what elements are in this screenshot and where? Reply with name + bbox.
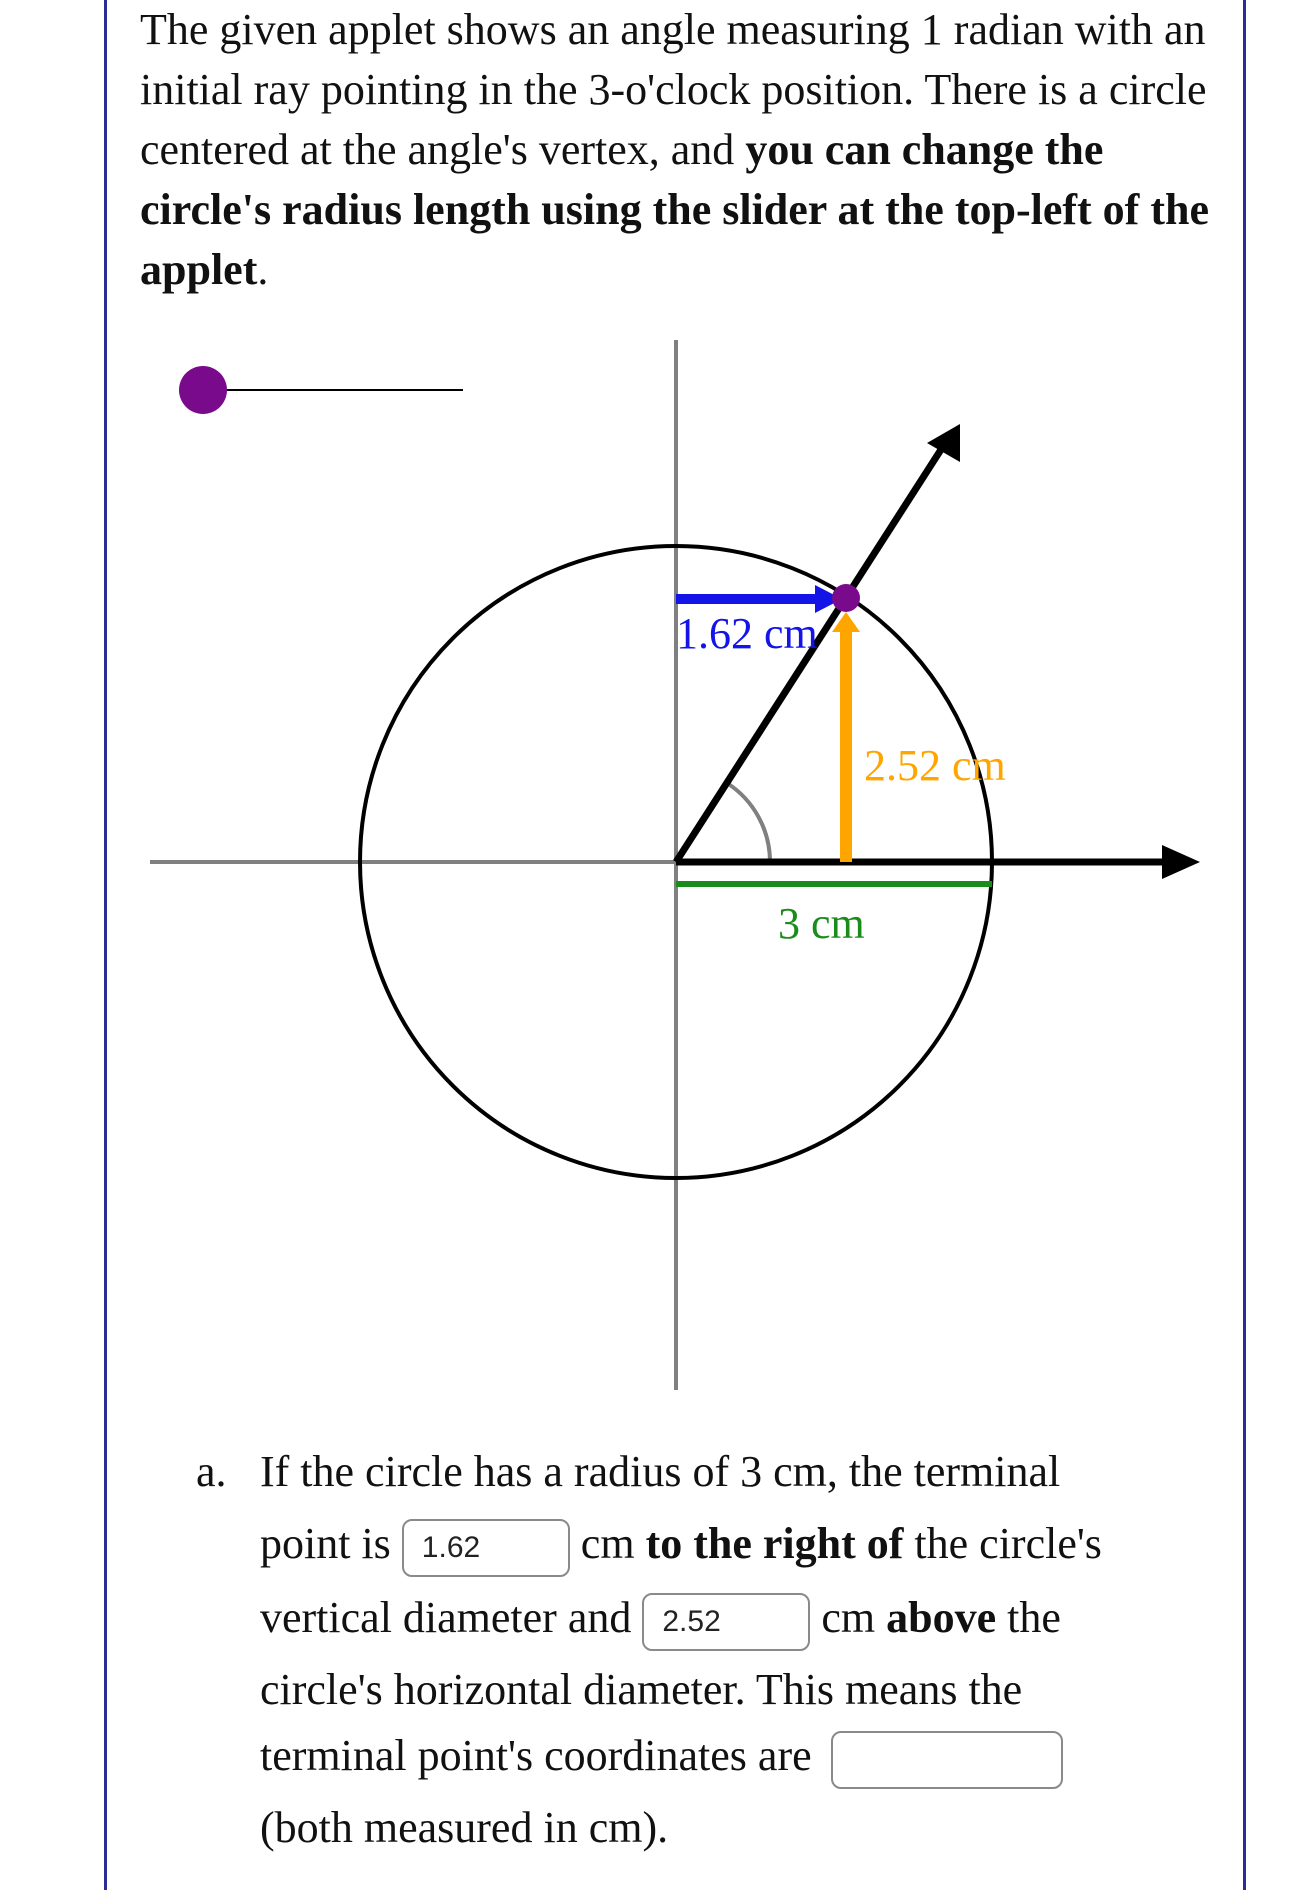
- angle-arc: [727, 783, 770, 862]
- question-a-text-2c: the circle's: [914, 1519, 1102, 1568]
- question-a-text-1: If the circle has a radius of 3 cm, the terminal: [260, 1447, 1061, 1496]
- initial-ray-arrowhead: [1162, 845, 1200, 879]
- question-a-line-6: [260, 1792, 668, 1864]
- question-a-text-3a: vertical diameter and: [260, 1593, 632, 1642]
- intro-text-end: .: [257, 245, 269, 294]
- coordinates-input[interactable]: [831, 1731, 1063, 1789]
- question-a-line-2: [260, 1508, 1102, 1580]
- horizontal-distance-label: 1.62 cm: [676, 609, 818, 658]
- intro-text-part1: The given applet shows an angle measuring 1 radian with an initial ray pointing in the 3-o'clock position. There is a circle centered at the angle's vertex, and: [140, 5, 1207, 174]
- question-a-label: a.: [196, 1447, 227, 1496]
- question-a-text-2b: cm: [580, 1519, 635, 1568]
- question-a-text-3c: the: [1007, 1593, 1061, 1642]
- question-a-bold-right: to the right of: [645, 1519, 904, 1568]
- question-a-text-2a: point is: [260, 1519, 391, 1568]
- question-a-text-6: (both measured in cm).: [260, 1803, 669, 1852]
- terminal-ray-arrowhead: [927, 424, 960, 462]
- question-a-text-5: terminal point's coordinates are: [260, 1731, 812, 1780]
- question-a-line-1: [260, 1436, 1060, 1508]
- terminal-point[interactable]: [832, 584, 860, 612]
- question-a-text-3b: cm: [821, 1593, 876, 1642]
- radius-label: 3 cm: [778, 899, 865, 948]
- vertical-distance-label: 2.52 cm: [864, 741, 1006, 790]
- question-a-line-4: [260, 1654, 1022, 1726]
- intro-text-bold: you can change the circle's radius length using the slider at the top-left of the applet: [140, 125, 1209, 294]
- above-distance-input[interactable]: [642, 1593, 810, 1651]
- question-a-bold-above: above: [886, 1593, 997, 1642]
- question-a-line-3: [260, 1582, 1061, 1654]
- right-distance-input[interactable]: [402, 1519, 570, 1577]
- question-a-text-4: circle's horizontal diameter. This means the: [260, 1665, 1023, 1714]
- question-a-line-5: [260, 1720, 1063, 1792]
- slider-handle[interactable]: [179, 366, 227, 414]
